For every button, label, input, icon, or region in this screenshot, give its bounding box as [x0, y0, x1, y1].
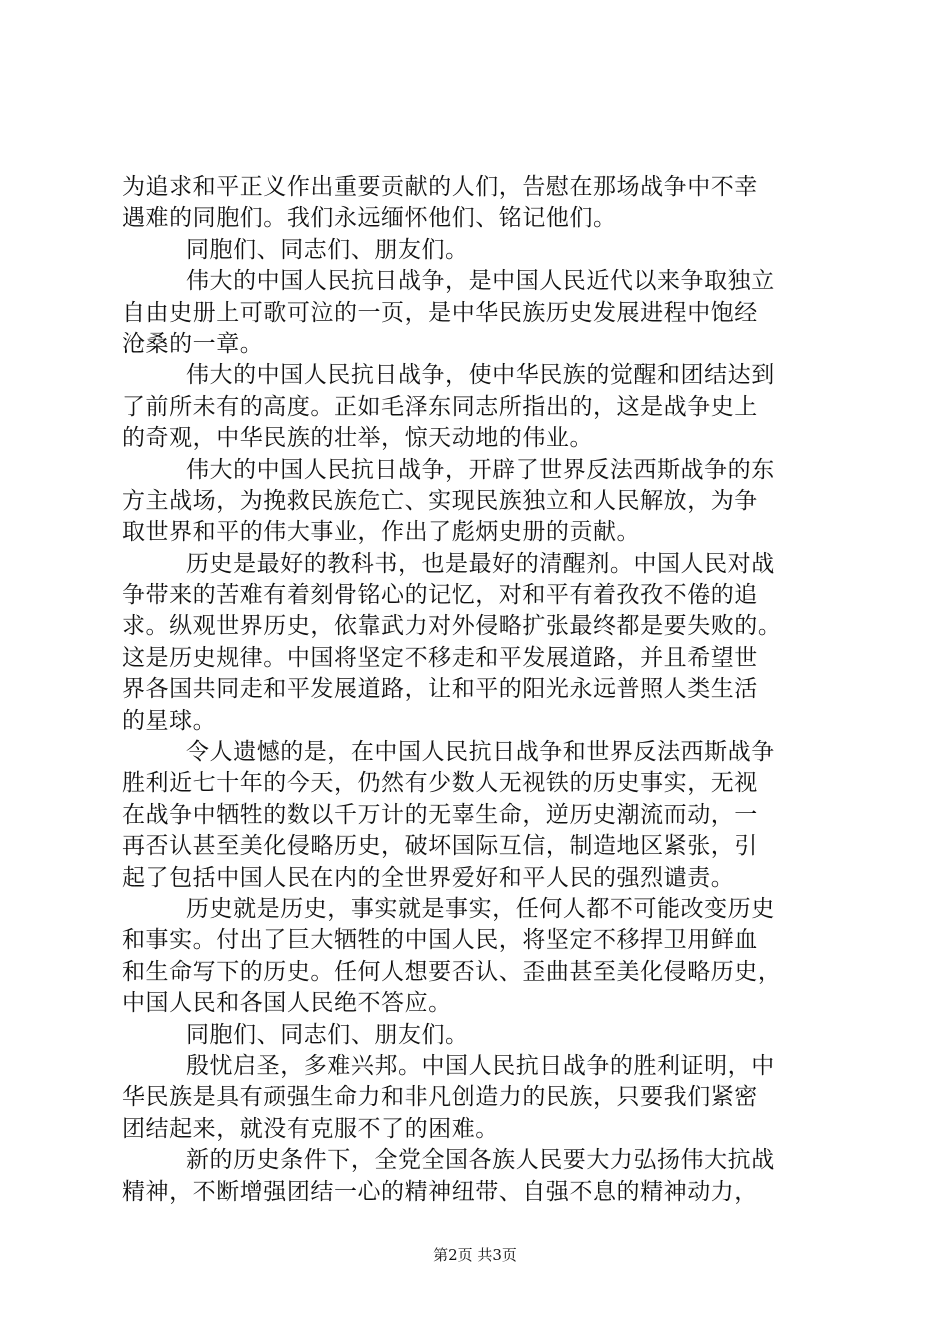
text-line: 伟大的中国人民抗日战争，是中国人民近代以来争取独立 [186, 268, 775, 295]
text-line: 同胞们、同志们、朋友们。 [186, 1021, 469, 1048]
text-line: 和事实。付出了巨大牺牲的中国人民，将坚定不移捍卫用鲜血 [122, 927, 758, 954]
text-line: 历史就是历史，事实就是事实，任何人都不可能改变历史 [186, 895, 775, 922]
text-line: 华民族是具有顽强生命力和非凡创造力的民族，只要我们紧密 [122, 1084, 758, 1111]
text-line: 的奇观，中华民族的壮举，惊天动地的伟业。 [122, 425, 593, 452]
text-line: 团结起来，就没有克服不了的困难。 [122, 1115, 499, 1142]
text-line: 取世界和平的伟大事业，作出了彪炳史册的贡献。 [122, 519, 641, 546]
text-line: 伟大的中国人民抗日战争，开辟了世界反法西斯战争的东 [186, 456, 775, 483]
text-line: 在战争中牺牲的数以千万计的无辜生命，逆历史潮流而动，一 [122, 801, 758, 828]
text-line: 同胞们、同志们、朋友们。 [186, 236, 469, 263]
page-number-footer: 第2页 共3页 [433, 1246, 517, 1264]
text-line: 的星球。 [122, 707, 217, 734]
text-line: 令人遗憾的是，在中国人民抗日战争和世界反法西斯战争 [186, 739, 775, 766]
text-line: 求。纵观世界历史，依靠武力对外侵略扩张最终都是要失败的。 [122, 613, 782, 640]
text-line: 方主战场，为挽救民族危亡、实现民族独立和人民解放，为争 [122, 487, 758, 514]
text-line: 争带来的苦难有着刻骨铭心的记忆，对和平有着孜孜不倦的追 [122, 582, 758, 609]
text-line: 界各国共同走和平发展道路，让和平的阳光永远普照人类生活 [122, 676, 758, 703]
text-line: 了前所未有的高度。正如毛泽东同志所指出的，这是战争史上 [122, 393, 758, 420]
document-body [122, 172, 842, 1208]
text-line: 精神，不断增强团结一心的精神纽带、自强不息的精神动力， [122, 1178, 758, 1205]
text-line: 和生命写下的历史。任何人想要否认、歪曲甚至美化侵略历史， [122, 958, 782, 985]
text-line: 殷忧启圣，多难兴邦。中国人民抗日战争的胜利证明，中 [186, 1052, 775, 1079]
text-line: 自由史册上可歌可泣的一页，是中华民族历史发展进程中饱经 [122, 299, 758, 326]
text-line: 遇难的同胞们。我们永远缅怀他们、铭记他们。 [122, 205, 617, 232]
text-line: 为追求和平正义作出重要贡献的人们，告慰在那场战争中不幸 [122, 174, 758, 200]
text-line: 伟大的中国人民抗日战争，使中华民族的觉醒和团结达到 [186, 362, 775, 389]
text-line: 再否认甚至美化侵略历史，破坏国际互信，制造地区紧张，引 [122, 833, 758, 860]
text-line: 起了包括中国人民在内的全世界爱好和平人民的强烈谴责。 [122, 864, 735, 891]
text-line: 历史是最好的教科书，也是最好的清醒剂。中国人民对战 [186, 550, 775, 577]
text-line: 中国人民和各国人民绝不答应。 [122, 990, 452, 1017]
text-line: 新的历史条件下，全党全国各族人民要大力弘扬伟大抗战 [186, 1147, 775, 1174]
text-line: 这是历史规律。中国将坚定不移走和平发展道路，并且希望世 [122, 644, 758, 671]
text-line: 沧桑的一章。 [122, 330, 264, 357]
text-line: 胜利近七十年的今天，仍然有少数人无视铁的历史事实，无视 [122, 770, 758, 797]
